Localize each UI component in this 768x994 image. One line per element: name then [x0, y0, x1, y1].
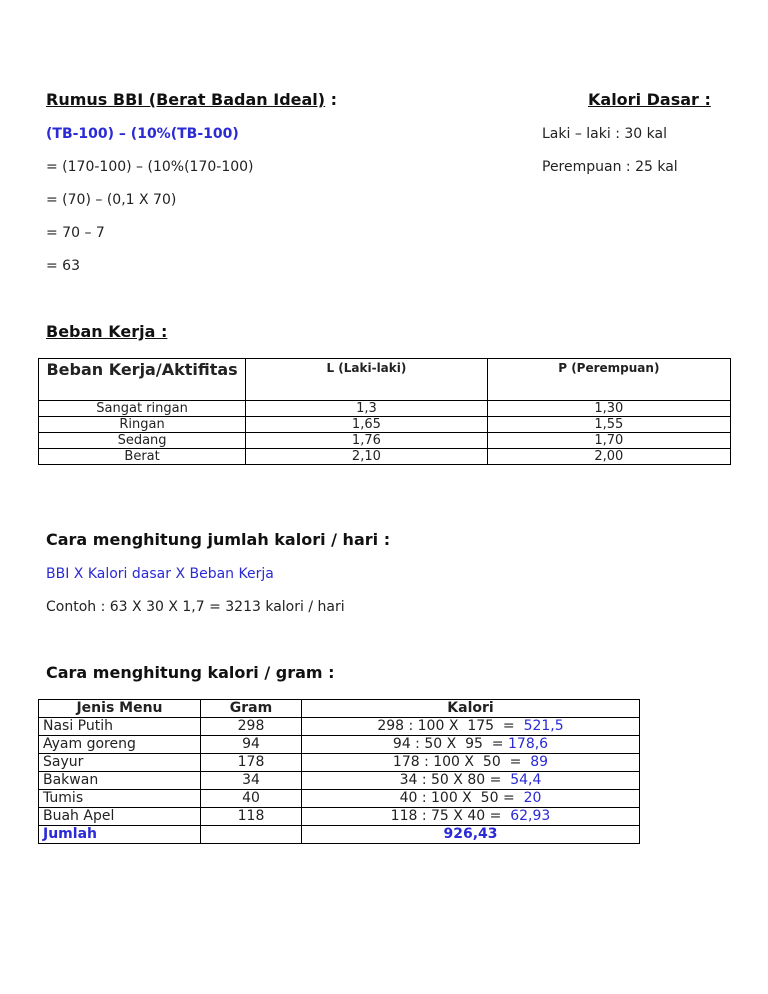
- total-value: 926,43: [302, 826, 640, 844]
- cell-laki: 1,3: [246, 401, 488, 417]
- cell-aktifitas: Ringan: [39, 417, 246, 433]
- cell-menu: Nasi Putih: [39, 718, 201, 736]
- kalori-calc: 178 : 100 X 50 =: [392, 754, 531, 770]
- cell-gram: 40: [201, 790, 302, 808]
- cell-gram: 94: [201, 736, 302, 754]
- bbi-heading-colon: :: [325, 90, 338, 109]
- cell-kalori: [302, 790, 640, 808]
- kalori-result: 521,5: [523, 718, 564, 734]
- cell-gram: 34: [201, 772, 302, 790]
- kalori-calc: 34 : 50 X 80 =: [399, 772, 511, 788]
- kalori-hari-formula: BBI X Kalori dasar X Beban Kerja: [46, 566, 274, 582]
- beban-kerja-table: [38, 358, 731, 465]
- bbi-heading: [46, 90, 337, 109]
- cell-menu: Ayam goreng: [39, 736, 201, 754]
- table-row: [39, 433, 731, 449]
- table-row: [39, 401, 731, 417]
- total-label: Jumlah: [39, 826, 201, 844]
- bbi-step-4: = 63: [46, 258, 80, 274]
- cell-menu: Tumis: [39, 790, 201, 808]
- cell-perempuan: 1,70: [487, 433, 730, 449]
- kalori-result: 178,6: [508, 736, 549, 752]
- cell-kalori: [302, 808, 640, 826]
- cell-aktifitas: Sedang: [39, 433, 246, 449]
- cell-menu: Buah Apel: [39, 808, 201, 826]
- kalori-dasar-heading: Kalori Dasar :: [588, 90, 711, 109]
- cell-menu: Sayur: [39, 754, 201, 772]
- table-row: [39, 449, 731, 465]
- total-gram-empty: [201, 826, 302, 844]
- table-row: [39, 808, 640, 826]
- kalori-hari-example: Contoh : 63 X 30 X 1,7 = 3213 kalori / hari: [46, 599, 345, 615]
- bbi-formula: (TB-100) – (10%(TB-100): [46, 126, 239, 142]
- table-header-row: [39, 359, 731, 401]
- table-row: [39, 718, 640, 736]
- table-row: [39, 417, 731, 433]
- kalori-dasar-female: Perempuan : 25 kal: [542, 159, 678, 175]
- cell-aktifitas: Berat: [39, 449, 246, 465]
- kalori-dasar-male: Laki – laki : 30 kal: [542, 126, 667, 142]
- cell-perempuan: 1,30: [487, 401, 730, 417]
- cell-aktifitas: Sangat ringan: [39, 401, 246, 417]
- cell-kalori: [302, 772, 640, 790]
- table-row: [39, 736, 640, 754]
- cell-laki: 2,10: [246, 449, 488, 465]
- kalori-result: 54,4: [510, 772, 542, 788]
- cell-laki: 1,65: [246, 417, 488, 433]
- kalori-result: 20: [523, 790, 542, 806]
- beban-kerja-heading: Beban Kerja :: [46, 322, 168, 341]
- kalori-result: 89: [530, 754, 549, 770]
- kalori-calc: 118 : 75 X 40 =: [390, 808, 511, 824]
- table-row: [39, 790, 640, 808]
- table-row: [39, 754, 640, 772]
- cell-gram: 298: [201, 718, 302, 736]
- kalori-calc: 94 : 50 X 95 =: [392, 736, 508, 752]
- cell-gram: 178: [201, 754, 302, 772]
- kalori-result: 62,93: [510, 808, 551, 824]
- column-header-kalori: Kalori: [302, 700, 640, 718]
- column-header-menu: Jenis Menu: [39, 700, 201, 718]
- cell-perempuan: 1,55: [487, 417, 730, 433]
- cell-kalori: [302, 718, 640, 736]
- cell-menu: Bakwan: [39, 772, 201, 790]
- kalori-gram-heading: Cara menghitung kalori / gram :: [46, 663, 335, 682]
- cell-gram: 118: [201, 808, 302, 826]
- bbi-step-2: = (70) – (0,1 X 70): [46, 192, 177, 208]
- column-header-perempuan: P (Perempuan): [487, 359, 730, 401]
- column-header-laki: L (Laki-laki): [246, 359, 488, 401]
- bbi-step-1: = (170-100) – (10%(170-100): [46, 159, 254, 175]
- kalori-calc: 298 : 100 X 175 =: [377, 718, 524, 734]
- table-total-row: [39, 826, 640, 844]
- table-row: [39, 772, 640, 790]
- cell-laki: 1,76: [246, 433, 488, 449]
- column-header-gram: Gram: [201, 700, 302, 718]
- column-header-aktifitas: Beban Kerja/Aktifitas: [39, 359, 246, 401]
- bbi-heading-text: Rumus BBI (Berat Badan Ideal): [46, 90, 326, 109]
- cell-kalori: [302, 754, 640, 772]
- table-header-row: [39, 700, 640, 718]
- kalori-calc: 40 : 100 X 50 =: [399, 790, 524, 806]
- cell-perempuan: 2,00: [487, 449, 730, 465]
- cell-kalori: [302, 736, 640, 754]
- bbi-step-3: = 70 – 7: [46, 225, 105, 241]
- kalori-hari-heading: Cara menghitung jumlah kalori / hari :: [46, 530, 391, 549]
- kalori-gram-table: [38, 699, 640, 844]
